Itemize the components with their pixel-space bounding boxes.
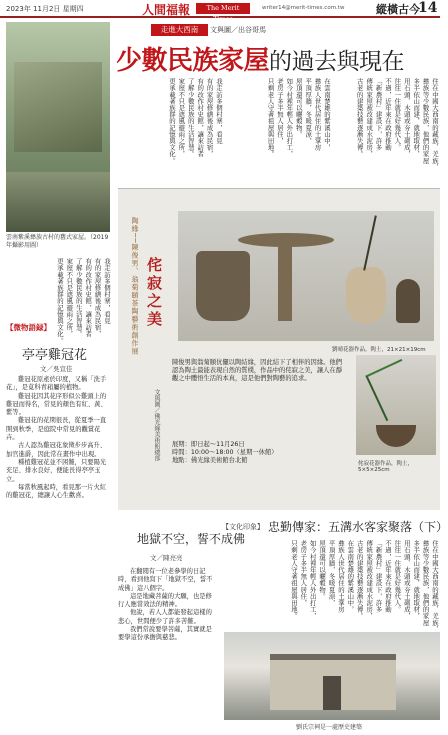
lead-text-column: 住在中國大西南的藏族、羌族、 <box>431 78 439 171</box>
text-column: 多半依山而建，就地取材， <box>412 540 421 620</box>
article-body <box>6 376 110 500</box>
lead-text-column: 彝族人世代居住的土掌房 <box>313 78 322 151</box>
vase-illustration <box>346 267 386 323</box>
lead-text-column: 彝族等少數民族，他們的家屋 <box>421 78 430 164</box>
lead-text-column: 家屋不只是遮風避雨之所， <box>65 258 74 338</box>
text-column: 古老的建築技藝逐漸失傳。 <box>355 540 364 620</box>
lead-text-column: 傳統家屋被改建成水泥房， <box>365 78 374 158</box>
lead-headline <box>116 40 436 77</box>
exhibition-venue: 地點：佛光緣美術館台北館 <box>172 457 248 465</box>
page-header <box>0 0 440 23</box>
paragraph: 雞冠花因其花序形似公雞頭上的雞冠而得名，常見的顏色有紅、黃、紫等。 <box>6 392 107 417</box>
lead-text-column: 有的改作村史館，讓來訪者 <box>196 78 205 158</box>
text-column: 彝族人世代居住的土掌房 <box>336 540 345 613</box>
exhibition-hours: 時間：10:00～18:00（星期一休館） <box>172 449 278 457</box>
article-title: 亭亭雞冠花 <box>22 348 88 363</box>
lead-text-column: 更承載著族群的記憶與文化。 <box>167 78 176 164</box>
text-column: 屋頂還可以曬穀物。 <box>318 540 327 600</box>
exhibition-dates: 展期：即日起～11月26日 <box>172 441 245 448</box>
lead-text-column: 古老的建築技藝逐漸失傳。 <box>355 78 364 158</box>
text-column: 在雲南楚雄的紫溪山中， <box>346 540 355 613</box>
fern-photo-caption: 侘寂花器作品，陶土，5×5×25cm <box>358 461 414 473</box>
paragraph: 每當秋風起時，看見那一片火紅的雞冠花，總讓人心生歡喜。 <box>6 483 107 500</box>
lead-text-column: 只剩老人守著祖屋與田地。 <box>266 78 275 158</box>
newspaper-logo: 人間福報 <box>142 3 191 17</box>
lead-text-column: 有的改作村史館，讓來訪者 <box>84 258 93 338</box>
paragraph: 種植雞冠花並不困難，只要陽光充足、排水良好，便能長得亭亭玉立。 <box>6 458 107 483</box>
text-column: 往往一住就是好幾代人。 <box>393 540 402 613</box>
lead-byline: 文與圖／出谷哥馬 <box>210 26 266 34</box>
lead-body-right <box>334 78 438 186</box>
feature-title: 侘寂之美 <box>145 257 163 329</box>
section-name: 縱橫古今 <box>376 3 420 16</box>
article-title: 忠勤傳家：五溝水客家聚落（下） <box>268 520 448 534</box>
paragraph: 古人認為雞冠花象徵步步高升、加官進爵，因此常在畫作中出現。 <box>6 442 107 458</box>
paragraph: 這是地藏菩薩的大願，也是修行人應當效法的精神。 <box>118 592 212 609</box>
page-number: 14 <box>418 0 438 16</box>
lead-text-column: 「新農村」建設下，許多 <box>374 78 383 151</box>
feature-series-title: 陶緣──陳俊男、翁菊頤茶陶藝術創作展 <box>131 217 139 356</box>
vase-illustration <box>238 233 334 247</box>
house-illustration <box>14 62 102 152</box>
paragraph: 雞冠花原產於印度，又稱「洗手花」，是莧科青葙屬的植物。 <box>6 376 107 392</box>
exhibition-feature <box>118 188 440 510</box>
vase-illustration <box>278 247 292 321</box>
lead-text-column: 家屋不只是遮風避雨之所， <box>177 78 186 158</box>
paragraph: 我們常說要學菩薩，其實就是要學這份承擔與慈悲。 <box>118 626 212 642</box>
lead-text-column: 我走訪多個村寨，看見 <box>215 78 223 144</box>
hall-door-illustration <box>323 676 341 710</box>
lead-text-column: 如今村裡年輕人外出打工， <box>285 78 294 158</box>
paragraph: 雞冠花的花期很長，從夏季一直開到秋季，是庭院中常見的觀賞花卉。 <box>6 417 107 442</box>
lead-text-column: 平頂厚牆，冬暖夏涼， <box>304 78 313 144</box>
lead-text-column: 了解少數民族的生活智慧。 <box>186 78 195 158</box>
lead-text-column: 有的家屋修繕後成為民宿， <box>205 78 214 158</box>
text-column: 「新農村」建設下，許多 <box>374 540 383 613</box>
lead-kicker: 走進大西南 <box>151 24 208 36</box>
text-column: 老房子多半無人居住， <box>299 540 308 606</box>
lead-text-column: 了解少數民族的生活智慧。 <box>74 258 83 338</box>
lead-text-column: 不過，近年來在政府推動 <box>383 78 392 151</box>
text-column: 傳統家屋被改建成水泥房， <box>365 540 374 620</box>
headline-rest: 的過去與現在 <box>269 49 405 75</box>
text-column: 不過，近年來在政府推動 <box>383 540 392 613</box>
lead-text-column: 多半依山而建，就地取材， <box>412 78 421 158</box>
text-column: 如今村裡年輕人外出打工， <box>308 540 317 620</box>
article-title: 地獄不空，誓不成佛 <box>137 532 246 546</box>
hall-photo-caption: 劉氏宗祠是一處歷史建築 <box>296 724 363 731</box>
vase-photo-caption: 劉晴花器作品，陶土，21×21×19cm <box>332 347 426 353</box>
lead-photo-caption: 雲南紫溪彝族古村的舊式家屋。（2019年攝影用圖） <box>6 234 109 249</box>
lead-text-column: 老房子多半無人居住， <box>275 78 284 144</box>
column-tag: 【微物語録】 <box>6 323 51 332</box>
text-column: 彝族等少數民族，他們的家屋 <box>421 540 430 626</box>
text-column: 只剩老人守著祖屋與田地。 <box>289 540 298 620</box>
vase-illustration <box>196 251 250 321</box>
column-tag: 【文化印象】 <box>222 523 264 531</box>
vase-illustration <box>396 279 420 323</box>
culture-body <box>224 540 439 633</box>
paragraph: 在翻閱有一位老參學的日記時，看到他寫下「地獄不空，誓不成佛」這八個字。 <box>118 568 213 592</box>
article-byline: 文／陳亮亮 <box>150 554 183 562</box>
lead-text-column: 屋頂還可以曬穀物。 <box>294 78 303 138</box>
feature-byline: 文與圖／佛光緣美術館總部 <box>153 389 160 461</box>
ground-illustration <box>6 172 110 232</box>
text-column: 住在中國大西南的藏族、羌族、 <box>431 540 439 633</box>
lead-photo <box>6 22 110 232</box>
text-column: 用石頭、木頭或夯土砌成， <box>402 540 411 620</box>
headline-highlight: 少數民族家屋 <box>116 46 270 76</box>
lead-text-column: 我走訪多個村寨，看見 <box>103 258 111 324</box>
lead-text-column: 往往一住就是好幾代人。 <box>393 78 402 151</box>
lead-text-column: 用石頭、木頭或夯土砌成， <box>402 78 411 158</box>
lead-text-column: 有的家屋修繕後成為民宿， <box>93 258 102 338</box>
lead-text-column: 更承載著族群的記憶與文化。 <box>55 258 64 344</box>
article-body <box>118 568 218 643</box>
issue-date: 2023年 11月2日 星期四 <box>6 5 84 13</box>
lead-text-column: 在雲南楚雄的紫溪山中， <box>323 78 331 151</box>
paragraph: 他說，若人人都能發起這樣的悲心，世間便少了許多苦難。 <box>118 609 212 625</box>
article-byline: 文／吳宣佳 <box>40 365 73 373</box>
feature-body: 陳俊男與翁菊頤伉儷以陶結緣，因此結下了相伴的因緣。他們認為陶土最能表現自然的質樸，作品中的侘寂之美，讓人在靜觀之中體悟生活的本真，這是他們對陶藝的追求。 <box>172 359 343 383</box>
newspaper-logo-english: The Merit Times <box>196 3 250 14</box>
lead-body-mid <box>226 78 330 186</box>
exhibition-info <box>172 441 348 466</box>
contact-email: writer14@merit-times.com.tw <box>262 5 345 11</box>
lead-body-left <box>116 78 222 186</box>
text-column: 平頂厚牆，冬暖夏涼， <box>327 540 336 606</box>
